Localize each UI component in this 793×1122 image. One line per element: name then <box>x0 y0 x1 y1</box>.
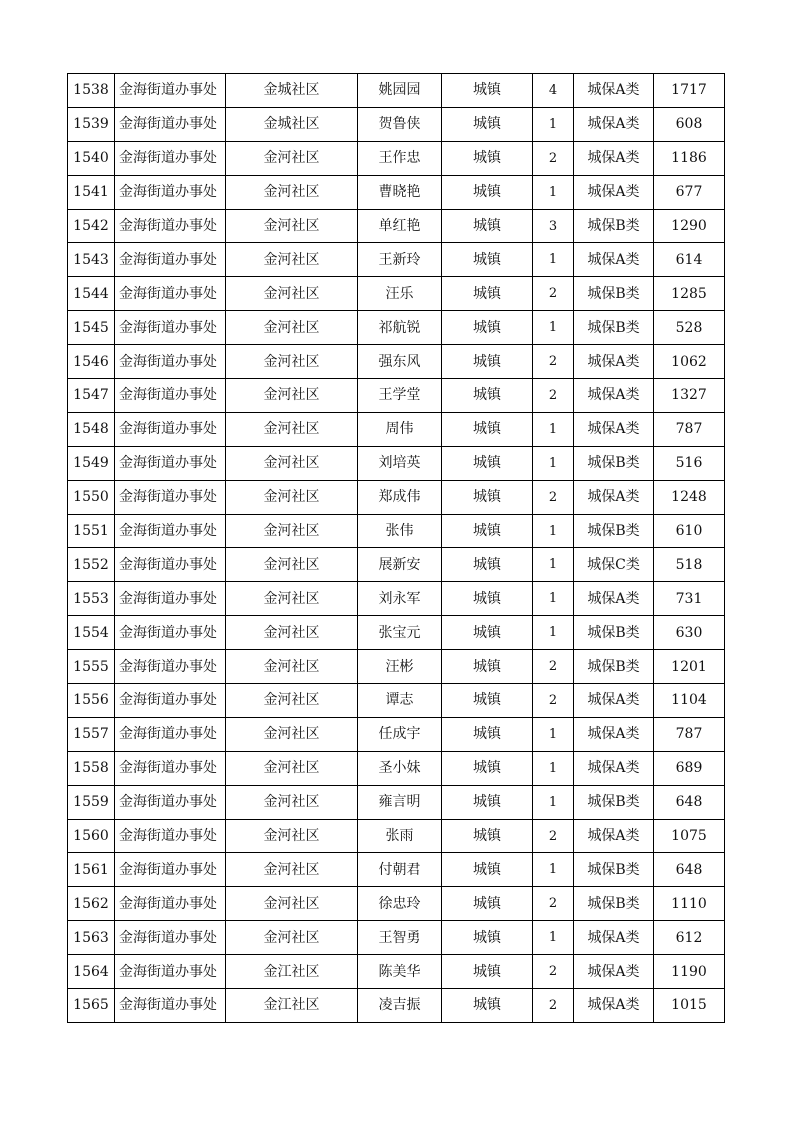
cell-category: 城保B类 <box>574 616 654 650</box>
cell-category: 城保A类 <box>574 412 654 446</box>
cell-street-office: 金海街道办事处 <box>115 717 226 751</box>
cell-category: 城保B类 <box>574 277 654 311</box>
cell-serial-number: 1556 <box>68 684 115 718</box>
cell-area-type: 城镇 <box>442 412 533 446</box>
cell-person-name: 凌吉振 <box>358 989 442 1023</box>
cell-household-count: 2 <box>533 650 574 684</box>
cell-category: 城保A类 <box>574 175 654 209</box>
cell-amount: 518 <box>654 548 725 582</box>
cell-household-count: 1 <box>533 175 574 209</box>
cell-person-name: 单红艳 <box>358 209 442 243</box>
cell-household-count: 4 <box>533 74 574 108</box>
cell-category: 城保A类 <box>574 819 654 853</box>
cell-amount: 528 <box>654 311 725 345</box>
cell-amount: 1104 <box>654 684 725 718</box>
table-row <box>68 548 725 582</box>
cell-amount: 608 <box>654 107 725 141</box>
cell-household-count: 1 <box>533 785 574 819</box>
cell-area-type: 城镇 <box>442 141 533 175</box>
cell-category: 城保A类 <box>574 141 654 175</box>
cell-street-office: 金海街道办事处 <box>115 311 226 345</box>
cell-amount: 1290 <box>654 209 725 243</box>
table-row <box>68 480 725 514</box>
cell-household-count: 2 <box>533 277 574 311</box>
cell-serial-number: 1551 <box>68 514 115 548</box>
table-row <box>68 582 725 616</box>
cell-person-name: 刘培英 <box>358 446 442 480</box>
cell-serial-number: 1546 <box>68 345 115 379</box>
cell-street-office: 金海街道办事处 <box>115 446 226 480</box>
cell-household-count: 1 <box>533 582 574 616</box>
cell-community: 金河社区 <box>226 277 358 311</box>
cell-community: 金河社区 <box>226 650 358 684</box>
table-row <box>68 819 725 853</box>
cell-street-office: 金海街道办事处 <box>115 853 226 887</box>
cell-person-name: 谭志 <box>358 684 442 718</box>
cell-category: 城保A类 <box>574 989 654 1023</box>
cell-household-count: 2 <box>533 141 574 175</box>
cell-person-name: 曹晓艳 <box>358 175 442 209</box>
table-row <box>68 379 725 413</box>
cell-street-office: 金海街道办事处 <box>115 819 226 853</box>
cell-person-name: 刘永军 <box>358 582 442 616</box>
cell-serial-number: 1559 <box>68 785 115 819</box>
cell-category: 城保B类 <box>574 311 654 345</box>
cell-amount: 614 <box>654 243 725 277</box>
table-row <box>68 989 725 1023</box>
cell-community: 金河社区 <box>226 751 358 785</box>
cell-community: 金江社区 <box>226 989 358 1023</box>
cell-street-office: 金海街道办事处 <box>115 955 226 989</box>
cell-category: 城保B类 <box>574 853 654 887</box>
cell-street-office: 金海街道办事处 <box>115 785 226 819</box>
cell-serial-number: 1563 <box>68 921 115 955</box>
cell-community: 金河社区 <box>226 548 358 582</box>
cell-community: 金河社区 <box>226 243 358 277</box>
cell-community: 金河社区 <box>226 209 358 243</box>
cell-category: 城保C类 <box>574 548 654 582</box>
cell-person-name: 圣小妹 <box>358 751 442 785</box>
cell-category: 城保B类 <box>574 209 654 243</box>
cell-serial-number: 1538 <box>68 74 115 108</box>
table-row <box>68 853 725 887</box>
cell-person-name: 贺鲁侠 <box>358 107 442 141</box>
cell-serial-number: 1552 <box>68 548 115 582</box>
cell-person-name: 汪乐 <box>358 277 442 311</box>
cell-area-type: 城镇 <box>442 650 533 684</box>
cell-serial-number: 1560 <box>68 819 115 853</box>
table-row <box>68 785 725 819</box>
cell-serial-number: 1558 <box>68 751 115 785</box>
cell-amount: 1062 <box>654 345 725 379</box>
cell-area-type: 城镇 <box>442 379 533 413</box>
cell-area-type: 城镇 <box>442 582 533 616</box>
cell-household-count: 1 <box>533 921 574 955</box>
cell-household-count: 2 <box>533 887 574 921</box>
cell-street-office: 金海街道办事处 <box>115 412 226 446</box>
cell-amount: 1015 <box>654 989 725 1023</box>
cell-serial-number: 1561 <box>68 853 115 887</box>
table-row <box>68 616 725 650</box>
cell-serial-number: 1542 <box>68 209 115 243</box>
cell-community: 金城社区 <box>226 74 358 108</box>
cell-category: 城保B类 <box>574 650 654 684</box>
cell-street-office: 金海街道办事处 <box>115 514 226 548</box>
cell-category: 城保A类 <box>574 480 654 514</box>
cell-street-office: 金海街道办事处 <box>115 74 226 108</box>
cell-area-type: 城镇 <box>442 989 533 1023</box>
cell-community: 金河社区 <box>226 446 358 480</box>
cell-person-name: 张伟 <box>358 514 442 548</box>
cell-person-name: 王作忠 <box>358 141 442 175</box>
table-row <box>68 412 725 446</box>
cell-household-count: 1 <box>533 717 574 751</box>
cell-community: 金河社区 <box>226 717 358 751</box>
cell-household-count: 1 <box>533 616 574 650</box>
table-row <box>68 717 725 751</box>
cell-serial-number: 1564 <box>68 955 115 989</box>
cell-street-office: 金海街道办事处 <box>115 175 226 209</box>
cell-household-count: 2 <box>533 684 574 718</box>
cell-area-type: 城镇 <box>442 853 533 887</box>
cell-amount: 1186 <box>654 141 725 175</box>
cell-serial-number: 1541 <box>68 175 115 209</box>
cell-street-office: 金海街道办事处 <box>115 921 226 955</box>
cell-amount: 1248 <box>654 480 725 514</box>
cell-household-count: 1 <box>533 751 574 785</box>
cell-community: 金河社区 <box>226 582 358 616</box>
cell-street-office: 金海街道办事处 <box>115 684 226 718</box>
cell-household-count: 1 <box>533 514 574 548</box>
cell-area-type: 城镇 <box>442 277 533 311</box>
cell-household-count: 2 <box>533 819 574 853</box>
cell-person-name: 徐忠玲 <box>358 887 442 921</box>
cell-person-name: 张宝元 <box>358 616 442 650</box>
cell-amount: 1190 <box>654 955 725 989</box>
cell-street-office: 金海街道办事处 <box>115 989 226 1023</box>
table-row <box>68 141 725 175</box>
cell-community: 金河社区 <box>226 311 358 345</box>
cell-category: 城保A类 <box>574 955 654 989</box>
cell-community: 金河社区 <box>226 616 358 650</box>
cell-community: 金河社区 <box>226 175 358 209</box>
cell-area-type: 城镇 <box>442 819 533 853</box>
cell-amount: 677 <box>654 175 725 209</box>
cell-person-name: 王学堂 <box>358 379 442 413</box>
cell-amount: 516 <box>654 446 725 480</box>
cell-area-type: 城镇 <box>442 616 533 650</box>
cell-amount: 1201 <box>654 650 725 684</box>
cell-person-name: 王新玲 <box>358 243 442 277</box>
cell-community: 金河社区 <box>226 819 358 853</box>
cell-community: 金河社区 <box>226 412 358 446</box>
cell-household-count: 1 <box>533 243 574 277</box>
cell-area-type: 城镇 <box>442 751 533 785</box>
cell-person-name: 王智勇 <box>358 921 442 955</box>
table-row <box>68 887 725 921</box>
cell-household-count: 2 <box>533 480 574 514</box>
table-row <box>68 107 725 141</box>
cell-area-type: 城镇 <box>442 243 533 277</box>
cell-street-office: 金海街道办事处 <box>115 209 226 243</box>
cell-area-type: 城镇 <box>442 209 533 243</box>
cell-community: 金河社区 <box>226 141 358 175</box>
cell-amount: 1075 <box>654 819 725 853</box>
cell-person-name: 祁航锐 <box>358 311 442 345</box>
cell-serial-number: 1550 <box>68 480 115 514</box>
cell-serial-number: 1555 <box>68 650 115 684</box>
cell-person-name: 雍言明 <box>358 785 442 819</box>
cell-serial-number: 1547 <box>68 379 115 413</box>
cell-amount: 1110 <box>654 887 725 921</box>
cell-serial-number: 1539 <box>68 107 115 141</box>
cell-household-count: 1 <box>533 548 574 582</box>
cell-person-name: 付朝君 <box>358 853 442 887</box>
table-row <box>68 921 725 955</box>
table-body <box>68 74 725 1023</box>
cell-serial-number: 1562 <box>68 887 115 921</box>
cell-community: 金河社区 <box>226 921 358 955</box>
cell-street-office: 金海街道办事处 <box>115 243 226 277</box>
cell-person-name: 姚园园 <box>358 74 442 108</box>
table-row <box>68 209 725 243</box>
cell-amount: 648 <box>654 785 725 819</box>
records-table <box>67 73 725 1023</box>
cell-serial-number: 1565 <box>68 989 115 1023</box>
cell-category: 城保A类 <box>574 243 654 277</box>
cell-area-type: 城镇 <box>442 446 533 480</box>
cell-area-type: 城镇 <box>442 785 533 819</box>
cell-street-office: 金海街道办事处 <box>115 480 226 514</box>
cell-street-office: 金海街道办事处 <box>115 582 226 616</box>
cell-community: 金江社区 <box>226 955 358 989</box>
cell-serial-number: 1540 <box>68 141 115 175</box>
cell-category: 城保A类 <box>574 107 654 141</box>
cell-category: 城保A类 <box>574 684 654 718</box>
cell-category: 城保A类 <box>574 717 654 751</box>
cell-area-type: 城镇 <box>442 514 533 548</box>
cell-community: 金河社区 <box>226 514 358 548</box>
cell-amount: 731 <box>654 582 725 616</box>
cell-amount: 1327 <box>654 379 725 413</box>
cell-amount: 787 <box>654 412 725 446</box>
cell-household-count: 3 <box>533 209 574 243</box>
cell-amount: 689 <box>654 751 725 785</box>
cell-amount: 787 <box>654 717 725 751</box>
table-row <box>68 277 725 311</box>
table-row <box>68 684 725 718</box>
cell-area-type: 城镇 <box>442 887 533 921</box>
cell-community: 金河社区 <box>226 480 358 514</box>
cell-amount: 1717 <box>654 74 725 108</box>
cell-person-name: 张雨 <box>358 819 442 853</box>
cell-street-office: 金海街道办事处 <box>115 107 226 141</box>
cell-person-name: 强东风 <box>358 345 442 379</box>
table-row <box>68 751 725 785</box>
cell-community: 金河社区 <box>226 785 358 819</box>
cell-category: 城保B类 <box>574 887 654 921</box>
cell-household-count: 2 <box>533 379 574 413</box>
cell-street-office: 金海街道办事处 <box>115 650 226 684</box>
cell-area-type: 城镇 <box>442 107 533 141</box>
cell-area-type: 城镇 <box>442 175 533 209</box>
table-row <box>68 514 725 548</box>
cell-household-count: 2 <box>533 345 574 379</box>
table-row <box>68 650 725 684</box>
cell-serial-number: 1557 <box>68 717 115 751</box>
cell-community: 金河社区 <box>226 379 358 413</box>
cell-street-office: 金海街道办事处 <box>115 141 226 175</box>
cell-household-count: 1 <box>533 853 574 887</box>
cell-street-office: 金海街道办事处 <box>115 616 226 650</box>
cell-household-count: 2 <box>533 955 574 989</box>
cell-category: 城保A类 <box>574 751 654 785</box>
cell-community: 金河社区 <box>226 887 358 921</box>
cell-community: 金河社区 <box>226 684 358 718</box>
cell-person-name: 郑成伟 <box>358 480 442 514</box>
cell-serial-number: 1543 <box>68 243 115 277</box>
cell-community: 金城社区 <box>226 107 358 141</box>
cell-amount: 630 <box>654 616 725 650</box>
table-row <box>68 345 725 379</box>
table-row <box>68 311 725 345</box>
cell-street-office: 金海街道办事处 <box>115 379 226 413</box>
cell-household-count: 1 <box>533 412 574 446</box>
cell-serial-number: 1544 <box>68 277 115 311</box>
cell-serial-number: 1554 <box>68 616 115 650</box>
cell-category: 城保A类 <box>574 582 654 616</box>
cell-area-type: 城镇 <box>442 921 533 955</box>
cell-category: 城保A类 <box>574 921 654 955</box>
cell-street-office: 金海街道办事处 <box>115 345 226 379</box>
cell-household-count: 1 <box>533 107 574 141</box>
cell-serial-number: 1553 <box>68 582 115 616</box>
table-row <box>68 175 725 209</box>
cell-area-type: 城镇 <box>442 311 533 345</box>
cell-category: 城保A类 <box>574 379 654 413</box>
cell-serial-number: 1548 <box>68 412 115 446</box>
cell-community: 金河社区 <box>226 853 358 887</box>
table-row <box>68 243 725 277</box>
cell-serial-number: 1545 <box>68 311 115 345</box>
cell-community: 金河社区 <box>226 345 358 379</box>
cell-household-count: 1 <box>533 446 574 480</box>
cell-amount: 1285 <box>654 277 725 311</box>
cell-area-type: 城镇 <box>442 717 533 751</box>
cell-area-type: 城镇 <box>442 684 533 718</box>
table-row <box>68 446 725 480</box>
cell-person-name: 展新安 <box>358 548 442 582</box>
cell-area-type: 城镇 <box>442 480 533 514</box>
table-row <box>68 74 725 108</box>
cell-person-name: 汪彬 <box>358 650 442 684</box>
cell-street-office: 金海街道办事处 <box>115 751 226 785</box>
cell-household-count: 1 <box>533 311 574 345</box>
table-row <box>68 955 725 989</box>
cell-area-type: 城镇 <box>442 74 533 108</box>
cell-amount: 648 <box>654 853 725 887</box>
cell-category: 城保B类 <box>574 446 654 480</box>
cell-amount: 612 <box>654 921 725 955</box>
cell-serial-number: 1549 <box>68 446 115 480</box>
cell-area-type: 城镇 <box>442 955 533 989</box>
cell-street-office: 金海街道办事处 <box>115 277 226 311</box>
cell-street-office: 金海街道办事处 <box>115 548 226 582</box>
cell-street-office: 金海街道办事处 <box>115 887 226 921</box>
cell-person-name: 任成宇 <box>358 717 442 751</box>
cell-category: 城保A类 <box>574 74 654 108</box>
cell-area-type: 城镇 <box>442 548 533 582</box>
cell-area-type: 城镇 <box>442 345 533 379</box>
cell-person-name: 陈美华 <box>358 955 442 989</box>
cell-amount: 610 <box>654 514 725 548</box>
cell-category: 城保B类 <box>574 785 654 819</box>
cell-household-count: 2 <box>533 989 574 1023</box>
cell-category: 城保A类 <box>574 345 654 379</box>
cell-person-name: 周伟 <box>358 412 442 446</box>
cell-category: 城保B类 <box>574 514 654 548</box>
